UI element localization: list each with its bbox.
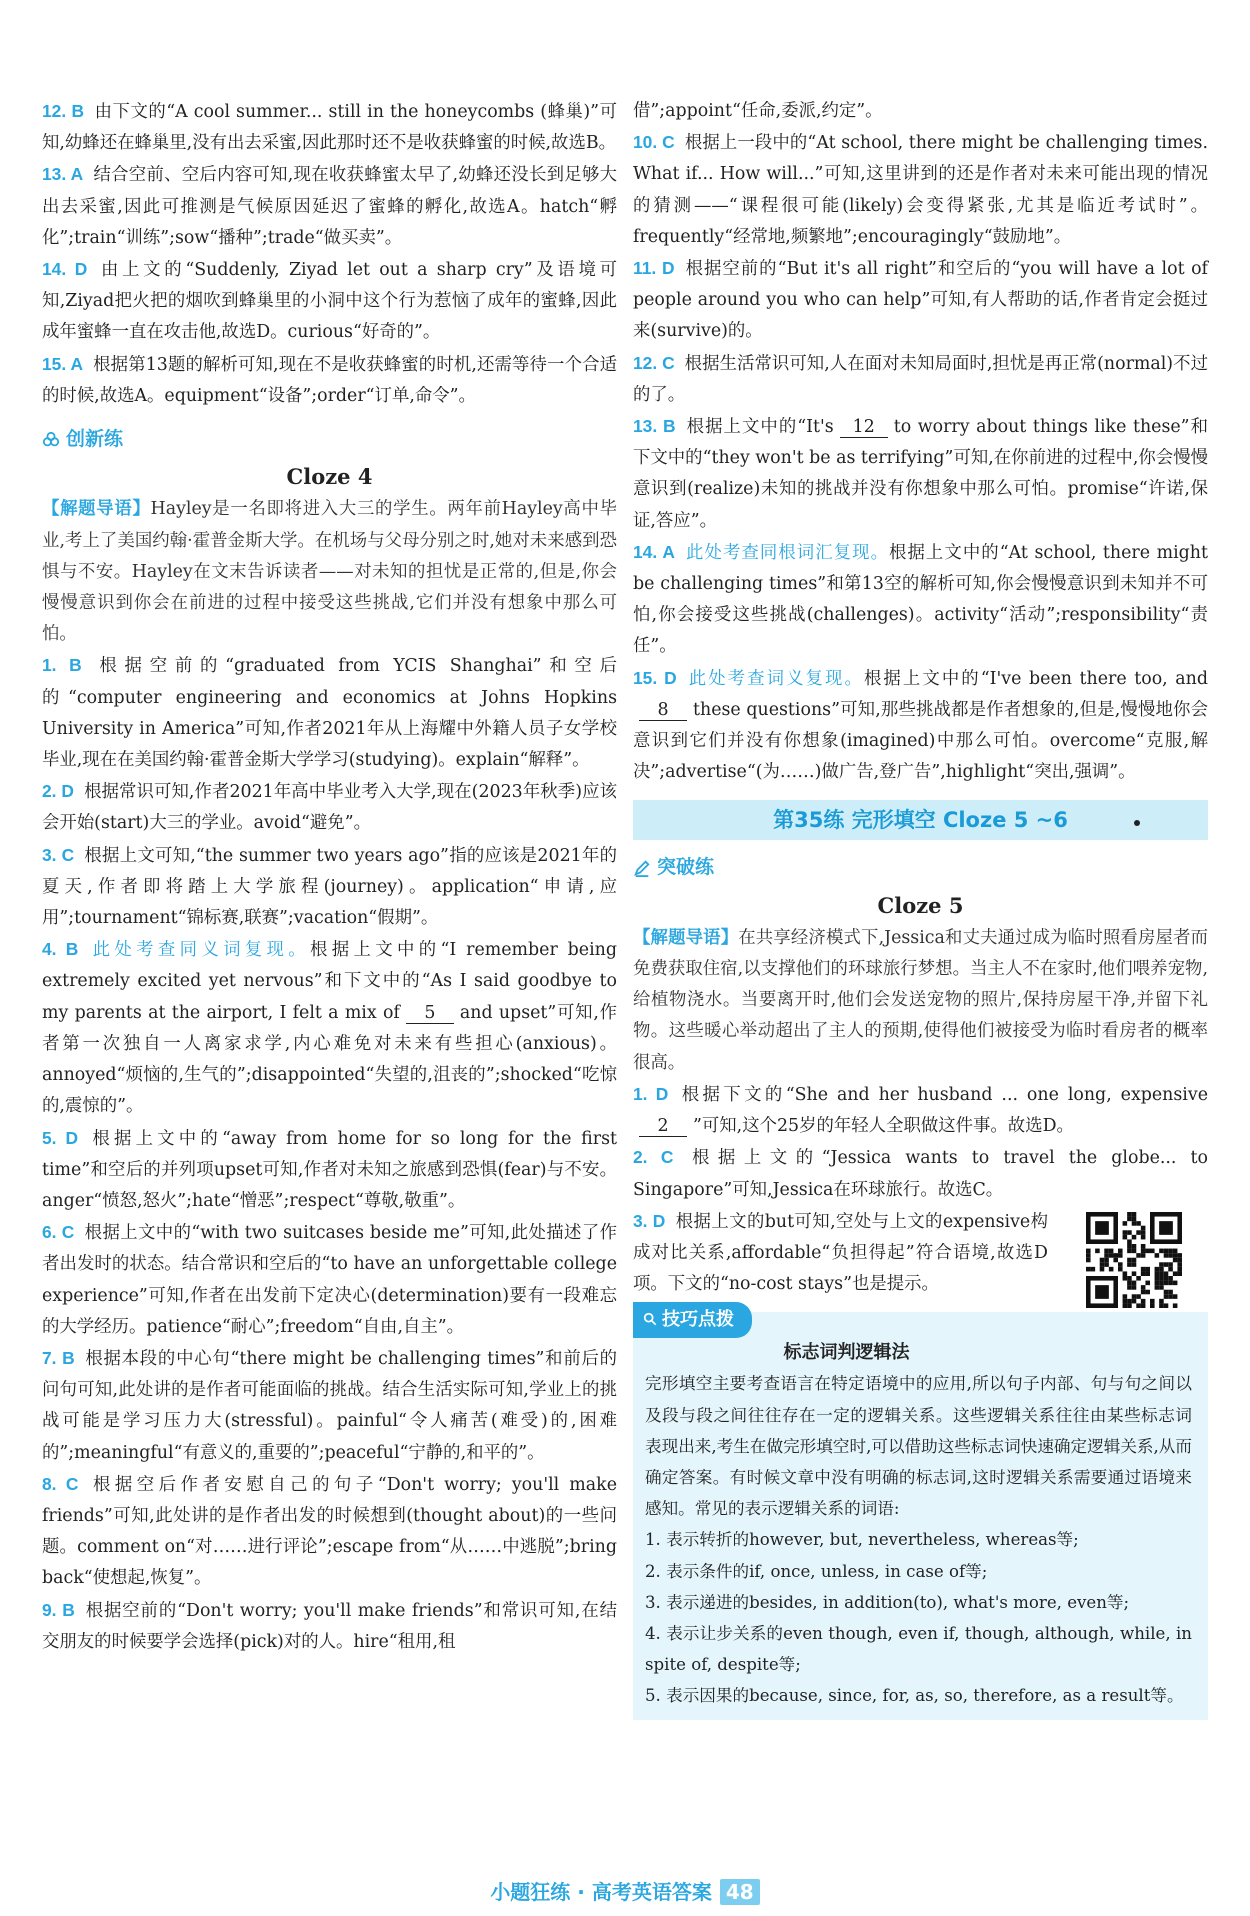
banner-dot — [1134, 820, 1140, 826]
answer-item — [633, 1206, 1208, 1301]
answer-text: 借”;appoint“任命,委派,约定”。 — [633, 101, 883, 121]
answer-text: and upset”可知,作者第一次独自一人离家求学,内心难免对未来有些担心(anxious)。annoyed“烦恼的,生气的”;disappointed“失望的,沮丧的”;shocked“吃惊的,震惊的”。 — [42, 1002, 617, 1117]
answer-text: 由下文的“A cool summer... still in the honeycombs (蜂巢)”可知,幼蜂还在蜂巢里,没有出去采蜜,因此那时还不是收获蜂蜜的时候,故选B。 — [42, 102, 617, 154]
answer-item — [633, 127, 1208, 253]
answer-item — [42, 1595, 617, 1658]
answer-number: 5. D — [42, 1127, 79, 1148]
answer-item — [42, 1343, 617, 1469]
answer-number: 1. D — [633, 1083, 669, 1104]
guide-paragraph — [633, 923, 1208, 1079]
answer-item — [633, 411, 1208, 537]
section-title: 创新练 — [66, 428, 124, 451]
guide-text: Hayley是一名即将进入大三的学生。两年前Hayley高中毕业,考上了美国约翰·霍普金斯大学。在机场与父母分别之时,她对未来感到恐惧与不安。Hayley在文末告诉读者——对未知的担忧是正常的,但是,你会慢慢意识到你会在前进的过程中接受这些挑战,它们并没有想象中那么可怕。 — [42, 499, 617, 645]
answer-item — [42, 96, 617, 159]
cloze-title: Cloze 5 — [877, 892, 964, 918]
blank-number: 2 — [639, 1116, 687, 1137]
tip-intro: 完形填空主要考查语言在特定语境中的应用,所以句子内部、句与句之间以及段与段之间往往存在一定的逻辑关系。这些逻辑关系往往由某些标志词表现出来,考生在做完形填空时,可以借助这些标志词快速确定逻辑关系,从而确定答案。有时候文章中没有明确的标志词,这时逻辑关系需要通过语境来感知。常见的表示逻辑关系的词语: — [645, 1374, 1192, 1519]
answer-item — [633, 348, 1208, 411]
answer-number: 2. D — [42, 781, 74, 802]
answer-number: 15. D — [633, 667, 677, 688]
continued-text — [633, 96, 1208, 127]
answer-text: 根据上文中的“At school, there might be challenging times”和第13空的解析可知,你会慢慢意识到未知并不可怕,你会接受这些挑战(challenges)。activity“活动”;responsibility“责任”。 — [633, 542, 1208, 657]
answer-number: 13. B — [633, 416, 676, 437]
answer-number: 14. A — [633, 541, 675, 562]
answer-text: 根据上一段中的“At school, there might be challenging times. What if... How will...”可知,这里讲到的还是作者对未来可能出现的情况的猜测——“课程很可能(likely)会变得紧张,尤其是临近考试时”。frequently“经常地,频繁地”;encouragingly“鼓励地”。 — [633, 133, 1208, 247]
tip-list-item: 3. 表示递进的besides, in addition(to), what's more, even等; — [645, 1592, 1130, 1612]
guide-text: 在共享经济模式下,Jessica和丈夫通过成为临时照看房屋者而免费获取住宿,以支撑他们的环球旅行梦想。当主人不在家时,他们喂养宠物,给植物浇水。当要离开时,他们会发送宠物的照片,保持房屋干净,并留下礼物。这些暖心举动超出了主人的预期,使得他们被接受为临时看房者的概率很高。 — [633, 927, 1208, 1073]
answer-text: 根据上文可知,“the summer two years ago”指的应该是2021年的夏天,作者即将踏上大学旅程(journey)。application“申请,应用”;tournament“锦标赛,联赛”;vacation“假期”。 — [42, 845, 617, 929]
section-heading — [633, 852, 1208, 883]
answer-text: to worry about things like these”和下文中的“they won't be as terrifying”可知,在你前进的过程中,你会慢慢意识到(realize)未知的挑战并没有你想象中那么可怕。promise“许诺,保证,答应”。 — [633, 417, 1208, 531]
tip-list-item: 5. 表示因果的because, since, for, as, so, therefore, as a result等。 — [645, 1686, 1184, 1706]
answer-text: 根据空前的“graduated from YCIS Shanghai”和空后的“computer engineering and economics at Johns Hopkins University in America”可知,作者2021年从上海耀中外籍人员子女学校毕业,现在在美国约翰·霍普金斯大学学习(studying)。explain“解释”。 — [42, 656, 617, 771]
answer-number: 7. B — [42, 1347, 75, 1368]
guide-tag: 【解题导语】 — [42, 499, 151, 520]
answer-text: 根据空前的“Don't worry; you'll make friends”和常识可知,在结交朋友的时候要学会选择(pick)对的人。hire“租用,租 — [42, 1600, 617, 1652]
section-title: 突破练 — [657, 856, 715, 879]
section-heading — [42, 424, 617, 455]
answer-text: 由上文的“Suddenly, Ziyad let out a sharp cry”及语境可知,Ziyad把火把的烟吹到蜂巢里的小洞中这个行为惹恼了成年的蜜蜂,因此成年蜜蜂一直在攻击他,故选D。curious“好奇的”。 — [42, 260, 617, 343]
answer-item — [42, 934, 617, 1122]
page-number: 48 — [720, 1879, 760, 1905]
answer-item — [42, 1123, 617, 1218]
answer-item — [42, 1469, 617, 1595]
answer-text: 根据上文的“Jessica wants to travel the globe... to Singapore”可知,Jessica在环球旅行。故选C。 — [633, 1148, 1208, 1200]
tip-list-item: 2. 表示条件的if, once, unless, in case of等; — [645, 1561, 988, 1581]
tip-box — [633, 1309, 1208, 1719]
answer-item — [42, 159, 617, 254]
answer-text: 根据空后作者安慰自己的句子“Don't worry; you'll make friends”可知,此处讲的是作者出发的时候想到(thought about)的一些问题。comment on“对……进行评论”;escape from“从……中逃脱”;bring back“使想起,恢复”。 — [42, 1474, 617, 1589]
tip-list-item: 1. 表示转折的however, but, nevertheless, whereas等; — [645, 1530, 1079, 1550]
highlight-note: 此处考查词义复现。 — [686, 668, 864, 689]
answer-text: 根据常识可知,作者2021年高中毕业考入大学,现在(2023年秋季)应该会开始(start)大三的学业。avoid“避免”。 — [42, 782, 617, 834]
answer-text: 根据生活常识可知,人在面对未知局面时,担忧是再正常(normal)不过的了。 — [633, 353, 1208, 405]
answer-item — [42, 254, 617, 349]
answer-number: 14. D — [42, 259, 88, 280]
answer-text: 结合空前、空后内容可知,现在收获蜂蜜太早了,幼蜂还没长到足够大出去采蜜,因此可推测是气候原因延迟了蜜蜂的孵化,故选A。hatch“孵化”;train“训练”;sow“播种”;trade“做买卖”。 — [42, 165, 618, 248]
answer-number: 11. D — [633, 258, 675, 279]
answer-number: 2. C — [633, 1147, 674, 1168]
answer-number: 1. B — [42, 655, 82, 676]
highlight-note: 此处考查同义词复现。 — [88, 940, 311, 961]
answer-text: 根据本段的中心句“there might be challenging times”和前后的问句可知,此处讲的是作者可能面临的挑战。结合生活实际可知,学业上的挑战可能是学习压力大(stressful)。painful“令人痛苦(难受)的,困难的”;meaningful“有意义的,重要的”;peaceful“宁静的,和平的”。 — [42, 1348, 617, 1463]
guide-paragraph — [42, 494, 617, 650]
footer-title: 小题狂练 · 高考英语答案 — [490, 1880, 712, 1904]
answer-item — [42, 776, 617, 839]
answer-item — [42, 1217, 617, 1343]
answer-item — [42, 349, 617, 412]
answer-item — [42, 840, 617, 935]
left-column — [42, 96, 617, 1658]
cloze-title: Cloze 4 — [286, 464, 373, 490]
answer-text: 根据上文中的“It's — [685, 417, 834, 438]
answer-number: 15. A — [42, 353, 84, 374]
answer-item — [42, 650, 617, 776]
guide-tag: 【解题导语】 — [633, 927, 739, 948]
answer-text: these questions”可知,那些挑战都是作者想象的,但是,慢慢地你会意识到它们并没有你想象(imagined)中那么可怕。overcome“克服,解决”;advertise“(为……)做广告,登广告”,highlight“突出,强调”。 — [633, 699, 1208, 783]
answer-number: 9. B — [42, 1599, 75, 1620]
page-footer — [0, 1876, 1250, 1905]
answer-item — [633, 537, 1208, 663]
tip-list-item: 4. 表示让步关系的even though, even if, though, although, while, in spite of, despite等; — [645, 1623, 1192, 1675]
answer-number: 13. A — [42, 164, 84, 185]
answer-text: 根据上文中的“I remember being extremely excited yet nervous”和下文中的“As I said goodbye to my parents at the airport, I felt a mix of — [42, 940, 617, 1023]
exercise-banner — [633, 800, 1208, 840]
tip-title: 标志词判逻辑法 — [783, 1342, 910, 1364]
qr-code-icon — [1086, 1212, 1182, 1308]
search-icon — [643, 1312, 657, 1326]
answer-number: 6. C — [42, 1222, 75, 1243]
answer-item — [633, 1142, 1208, 1205]
tip-tab-label: 技巧点拨 — [662, 1309, 734, 1331]
blank-number: 5 — [406, 1003, 454, 1024]
answer-number: 3. D — [633, 1210, 666, 1231]
highlight-note: 此处考查同根词汇复现。 — [684, 542, 890, 563]
answer-item — [633, 1079, 1208, 1142]
answer-number: 12. B — [42, 101, 85, 121]
blank-number: 12 — [840, 417, 888, 438]
answer-number: 3. C — [42, 844, 75, 865]
answer-number: 8. C — [42, 1473, 79, 1494]
answer-text: 根据上文的but可知,空处与上文的expensive构成对比关系,affordable“负担得起”符合语境,故选D项。下文的“no-cost stays”也是提示。 — [633, 1211, 1048, 1295]
answer-number: 12. C — [633, 352, 675, 373]
banner-title: 第35练 完形填空 Cloze 5 ~6 — [773, 807, 1068, 832]
blank-number: 8 — [639, 700, 687, 721]
answer-item — [633, 663, 1208, 789]
tip-tab — [633, 1302, 752, 1337]
answer-text: 根据上文中的“with two suitcases beside me”可知,此处描述了作者出发时的状态。结合常识和空后的“to have an unforgettable college experience”可知,作者在出发前下定决心(determination)要有一段难忘的大学经历。patience“耐心”;freedom“自由,自主”。 — [42, 1223, 617, 1337]
answer-item — [633, 253, 1208, 348]
answer-number: 10. C — [633, 132, 675, 153]
answer-text: 根据空前的“But it's all right”和空后的“you will have a lot of people around you who can help”可知,有人帮助的话,作者肯定会挺过来(survive)的。 — [633, 259, 1208, 342]
answer-text: 根据下文的“She and her husband ... one long, expensive — [678, 1084, 1208, 1105]
flower-icon — [42, 431, 60, 449]
answer-text: 根据上文中的“I've been there too, and — [863, 668, 1208, 689]
answer-number: 4. B — [42, 939, 79, 960]
answer-text: 根据第13题的解析可知,现在不是收获蜂蜜的时机,还需等待一个合适的时候,故选A。equipment“设备”;order“订单,命令”。 — [42, 354, 617, 406]
answer-text: 根据上文中的“away from home for so long for the first time”和空后的并列项upset可知,作者对未知之旅感到恐惧(fear)与不安。anger“愤怒,怒火”;hate“憎恶”;respect“尊敬,敬重”。 — [42, 1128, 617, 1211]
right-column — [633, 96, 1208, 1720]
answer-text: ”可知,这个25岁的年轻人全职做这件事。故选D。 — [693, 1116, 1074, 1137]
pen-icon — [633, 859, 651, 877]
